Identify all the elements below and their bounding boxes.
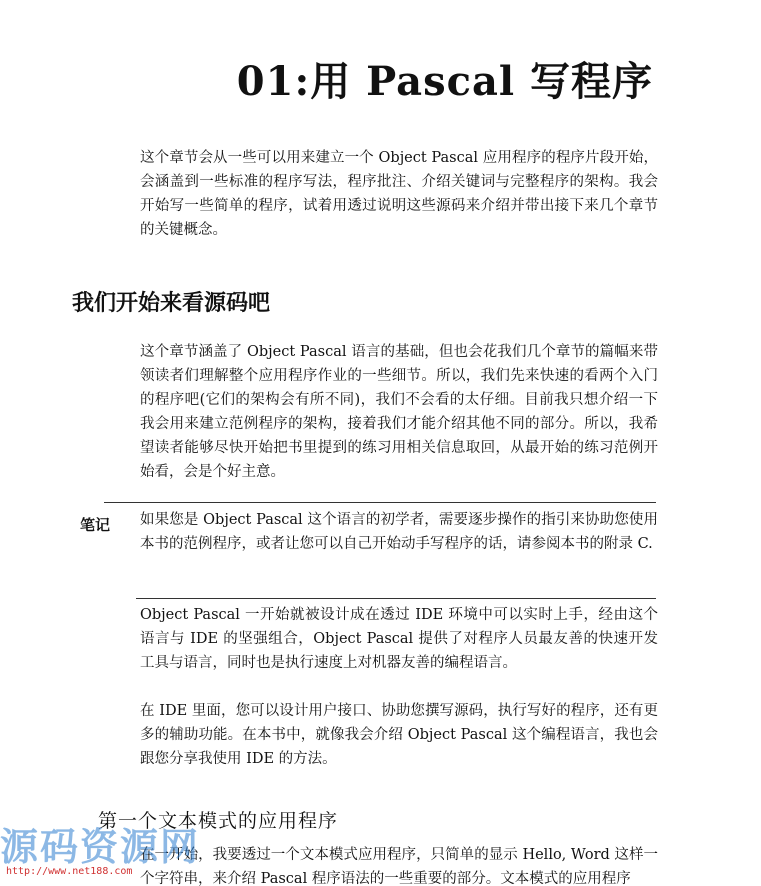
- watermark-logo: 源码资源网: [0, 825, 201, 869]
- note-label: 笔记: [80, 516, 111, 534]
- watermark-url: http://www.net188.com: [6, 866, 133, 877]
- note-bottom-rule: [136, 598, 656, 599]
- section-heading: 我们开始来看源码吧: [72, 291, 271, 316]
- subsection-paragraph-clip: [140, 843, 658, 886]
- subsection-heading: 第一个文本模式的应用程序: [98, 810, 339, 832]
- chapter-title: 01:用 Pascal 写程序: [236, 58, 653, 105]
- note-top-rule: [104, 502, 656, 503]
- intro-paragraph: 这个章节会从一些可以用来建立一个 Object Pascal 应用程序的程序片段开始，会涵盖到一些标准的程序写法，程序批注、介绍关键词与完整程序的架构。我会开始写一些简单的程序，试着用透过说明这些源码来介绍并带出接下来几个章节的关键概念。: [140, 150, 658, 238]
- body-paragraph-ide-intro: Object Pascal 一开始就被设计成在透过 IDE 环境中可以实时上手，经由这个语言与 IDE 的坚强组合，Object Pascal 提供了对程序人员最友善的快速开发工具与语言，同时也是执行速度上对机器友善的编程语言。: [140, 607, 658, 671]
- section-paragraph: 这个章节涵盖了 Object Pascal 语言的基础，但也会花我们几个章节的篇幅来带领读者们理解整个应用程序作业的一些细节。所以，我们先来快速的看两个入门的程序吧(它们的架构会有所不同)，我们不会看的太仔细。目前我只想介绍一下我会用来建立范例程序的架构，接着我们才能介绍其他不同的部分。所以，我希望读者能够尽快开始把书里提到的练习用相关信息取回，从最开始的练习范例开始看，会是个好主意。: [140, 344, 658, 480]
- note-text: 如果您是 Object Pascal 这个语言的初学者，需要逐步操作的指引来协助您使用本书的范例程序，或者让您可以自己开始动手写程序的话，请参阅本书的附录 C.: [140, 512, 658, 552]
- body-paragraph-ide-features: 在 IDE 里面，您可以设计用户接口、协助您撰写源码，执行写好的程序，还有更多的辅助功能。在本书中，就像我会介绍 Object Pascal 这个编程语言，我也会跟您分享我使用 IDE 的方法。: [140, 703, 658, 767]
- subsection-paragraph: 在一开始，我要透过一个文本模式应用程序，只简单的显示 Hello, Word 这样一个字符串，来介绍 Pascal 程序语法的一些重要的部分。文本模式的应用程序: [140, 847, 658, 886]
